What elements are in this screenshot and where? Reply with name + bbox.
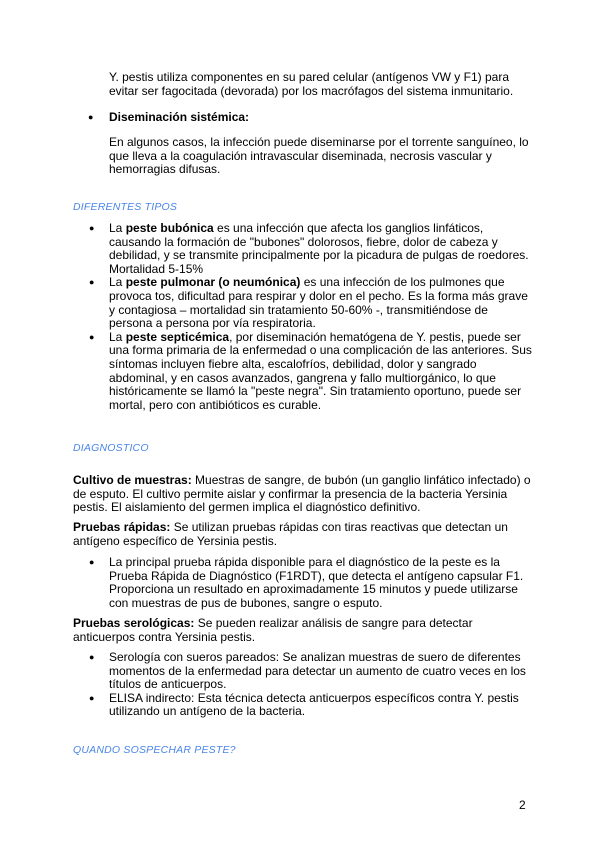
bullet-icon: ●	[89, 557, 95, 567]
serologicas-title: Pruebas serológicas:	[73, 616, 195, 630]
cultivo-paragraph	[73, 474, 533, 515]
intro-paragraph: Y. pestis utiliza componentes en su pared celular (antígenos VW y F1) para evitar ser fagocitada (devorada) por los macrófagos del sistema inmunitario.	[109, 70, 514, 98]
list-item	[89, 275, 533, 331]
tipos-list	[89, 221, 533, 412]
rapidas-text: Se utilizan pruebas rápidas con tiras reactivas que detectan un antígeno específico de Yersinia pestis.	[73, 520, 508, 548]
item-text: Serología con sueros pareados: Se analizan muestras de suero de diferentes momentos de la enfermedad para detectar un aumento de cuatro veces en los títulos de anticuerpos.	[109, 650, 526, 692]
rapidas-list	[89, 555, 533, 610]
list-item	[89, 221, 533, 276]
section-heading-quando: QUANDO SOSPECHAR PESTE?	[73, 744, 236, 756]
section-heading-diagnostico: DIAGNOSTICO	[73, 442, 149, 454]
bullet-icon: ●	[89, 652, 95, 662]
rapidas-title: Pruebas rápidas:	[73, 520, 171, 534]
list-item	[89, 329, 533, 413]
cultivo-text: Muestras de sangre, de bubón (un ganglio linfático infectado) o de esputo. El cultivo permite aislar y confirmar la presencia de la bacteria Yersinia pestis. El aislamiento del germen implica el diagnóstico definitivo.	[73, 473, 531, 515]
section-heading-tipos: DIFERENTES TIPOS	[73, 201, 178, 213]
item-prefix: La	[109, 275, 126, 290]
bullet-icon: ●	[89, 277, 95, 288]
bullet-icon: ●	[89, 692, 95, 703]
item-text: La principal prueba rápida disponible para el diagnóstico de la peste es la Prueba Rápida de Diagnóstico (F1RDT), que detecta el antígeno capsular F1. Proporciona un resultado en aproximadamente 15 minutos y puede utilizarse con muestras de pus de bubones, sangre o esputo.	[109, 555, 524, 610]
item-text: es una infección que afecta los ganglios linfáticos, causando la formación de "bubones" dolorosos, fiebre, dolor de cabeza y debilidad, y se transmite principalmente por la picadura de pulgas de roedores. Mortalidad 5-15%	[109, 221, 529, 276]
item-prefix: La	[109, 329, 126, 344]
item-term: peste pulmonar (o neumónica)	[125, 275, 301, 290]
item-text: , por diseminación hematógena de Y. pestis, puede ser una forma primaria de la enfermedad o una complicación de las anteriores. Sus síntomas incluyen fiebre alta, escalofríos, debilidad, dolor y sangrado abdominal, y en casos avanzados, gangrena y fallo multiorgánico, lo que históricamente se llamó la "peste negra". Sin tratamiento oportuno, puede ser mortal, pero con antibióticos es curable.	[109, 329, 532, 412]
bullet-icon: ●	[88, 112, 94, 122]
bullet-icon: ●	[89, 331, 95, 342]
serologicas-paragraph	[73, 617, 533, 644]
list-item	[89, 690, 533, 719]
diseminacion-title: Diseminación sistémica:	[109, 110, 250, 124]
diseminacion-text: En algunos casos, la infección puede diseminarse por el torrente sanguíneo, lo que lleva a la coagulación intravascular diseminada, necrosis vascular y hemorragias difusas.	[109, 135, 529, 177]
serologicas-list	[89, 650, 533, 719]
page-number: 2	[519, 798, 526, 812]
item-text: ELISA indirecto: Esta técnica detecta anticuerpos específicos contra Y. pestis utilizando un antígeno de la bacteria.	[109, 690, 519, 719]
item-term: peste septicémica	[125, 329, 230, 344]
item-text: es una infección de los pulmones que provoca tos, dificultad para respirar y dolor en el pecho. Es la forma más grave y contagiosa – mortalidad sin tratamiento 50-60% -, transmitiéndose de persona a persona por vía respiratoria.	[109, 275, 528, 331]
rapidas-paragraph	[73, 521, 533, 548]
item-prefix: La	[109, 221, 126, 235]
list-item	[89, 650, 533, 692]
list-item	[89, 555, 533, 610]
bullet-icon: ●	[89, 223, 95, 233]
serologicas-text: Se pueden realizar análisis de sangre para detectar anticuerpos contra Yersinia pestis.	[73, 616, 473, 644]
cultivo-title: Cultivo de muestras:	[73, 473, 192, 487]
item-term: peste bubónica	[125, 221, 214, 235]
